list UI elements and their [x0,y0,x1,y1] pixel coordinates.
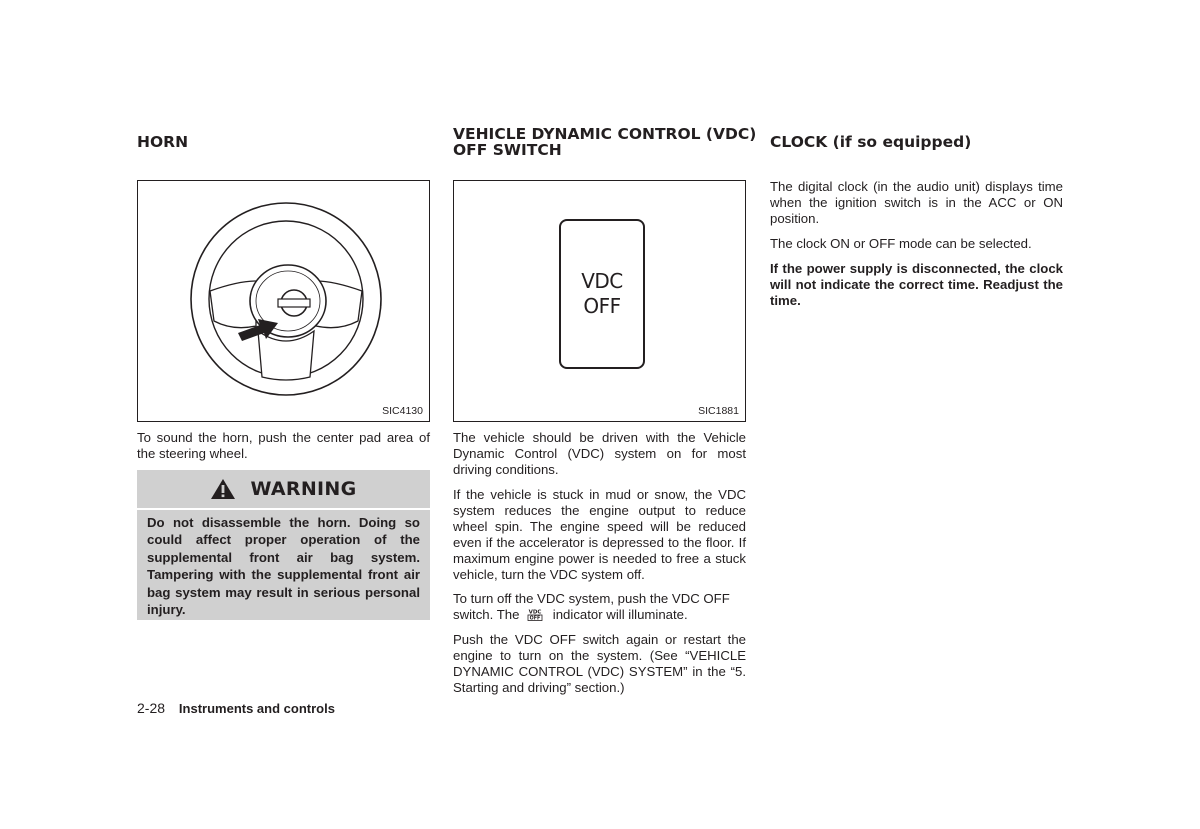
warning-header [137,470,430,510]
vdc-heading-line2: OFF SWITCH [453,141,562,159]
figure-label-sic1881: SIC1881 [698,405,739,417]
clock-paragraph-3: If the power supply is disconnected, the clock will not indicate the correct time. Readjust the time. [770,261,1063,308]
clock-paragraph-1: The digital clock (in the audio unit) displays time when the ignition switch is in the ACC or ON position. [770,179,1063,226]
steering-wheel-figure [137,180,430,422]
svg-text:OFF: OFF [529,616,541,621]
switch-text-vdc: VDC [581,269,623,293]
vdc-paragraph-2: If the vehicle is stuck in mud or snow, the VDC system reduces the engine output to reduce wheel spin. The engine speed will be reduced even if the accelerator is depressed to the floor. If maximum engine power is needed to free a stuck vehicle, turn the VDC system off. [453,487,746,582]
vdc-off-switch-illustration [559,219,645,369]
vdc-paragraph-3-end: indicator will illuminate. [552,607,688,622]
vdc-paragraph-3-start: To turn off the VDC system, push the VDC OFF switch. The [453,591,730,622]
vdc-paragraph-1: The vehicle should be driven with the Vehicle Dynamic Control (VDC) system on for most driving conditions. [453,430,746,477]
warning-title: WARNING [250,478,357,500]
warning-body: Do not disassemble the horn. Doing so could affect proper operation of the supplemental front air bag system. Tampering with the supplemental front air bag system may result in serious personal injury. [147,515,420,618]
steering-wheel-illustration [138,181,428,401]
clock-heading: CLOCK (if so equipped) [770,133,972,151]
horn-heading: HORN [137,133,189,151]
clock-paragraph-2: The clock ON or OFF mode can be selected. [770,236,1032,251]
page-number: 2-28 [137,700,166,716]
vdc-off-indicator-icon [527,608,543,621]
warning-box [137,470,430,620]
vdc-heading-line1: VEHICLE DYNAMIC CONTROL (VDC) [453,125,757,143]
switch-text-off: OFF [583,294,621,318]
horn-paragraph: To sound the horn, push the center pad area of the steering wheel. [137,430,430,461]
section-title: Instruments and controls [178,701,335,716]
vdc-switch-figure [453,180,746,422]
vdc-heading [453,126,756,158]
svg-text:VDC: VDC [528,609,542,616]
page-footer [137,700,335,716]
vdc-paragraph-3 [453,591,746,623]
vdc-paragraph-4: Push the VDC OFF switch again or restart the engine to turn on the system. (See “VEHICLE DYNAMIC CONTROL (VDC) SYSTEM” in the “5. Starting and driving” section.) [453,632,746,695]
warning-triangle-icon [210,478,236,500]
figure-label-sic4130: SIC4130 [382,405,423,417]
